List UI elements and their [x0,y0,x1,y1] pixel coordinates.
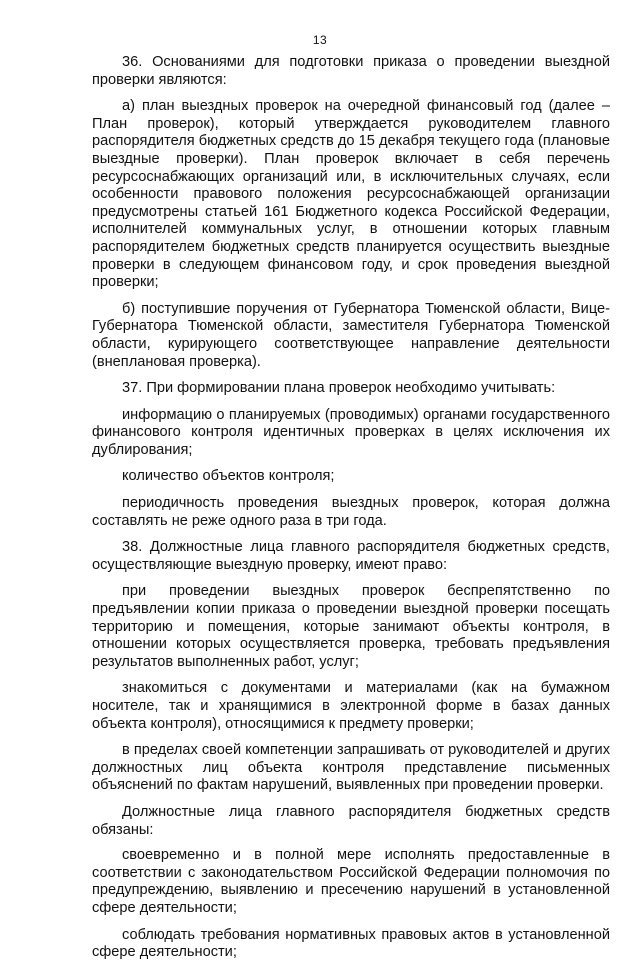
paragraph-37-item-3: периодичность проведения выездных проверок, которая должна составлять не реже одного раза в три года. [92,495,610,529]
paragraph-37-item-2: количество объектов контроля; [122,468,335,485]
paragraph-37: 37. При формировании плана проверок необходимо учитывать: [122,380,556,397]
paragraph-38-right-2: знакомиться с документами и материалами (как на бумажном носителе, так и хранящимися в электронной форме в базах данных объекта контроля), относящимися к предмету проверки; [92,680,610,732]
paragraph-obligation-1: своевременно и в полной мере исполнять предоставленные в соответствии с законодательством Российской Федерации полномочия по предупреждению, выявлению и пресечению нарушений в установленной сфере деятельности; [92,847,610,916]
paragraph-obligations-heading: Должностные лица главного распорядителя бюджетных средств обязаны: [92,803,610,838]
paragraph-38-right-1: при проведении выездных проверок беспрепятственно по предъявлении копии приказа о проведении выездной проверки посещать территорию и помещения, которые занимают объекты контроля, в отношении которых осуществляется проверка, требовать предъявления результатов выполненных работ, услуг; [92,583,610,670]
paragraph-36: 36. Основаниями для подготовки приказа о проведении выездной проверки являются: [92,54,610,88]
paragraph-obligation-2: соблюдать требования нормативных правовых актов в установленной сфере деятельности; [92,926,610,961]
paragraph-36-a: а) план выездных проверок на очередной финансовый год (далее – План проверок), который утверждается руководителем главного распорядителя бюджетных средств до 15 декабря текущего года (плановые выездные проверки). План проверок включает в себя перечень ресурсоснабжающих организаций или, в исключительных случаях, если особенности правового положения ресурсоснабжающей организации предусмотрены статьей 161 Бюджетного кодекса Российской Федерации, исполнителей коммунальных услуг, в отношении которых главным распорядителем бюджетных средств планируется осуществить выездные проверки в следующем финансовом году, и срок проведения выездной проверки; [92,98,610,291]
paragraph-38-right-3: в пределах своей компетенции запрашивать от руководителей и других должностных лиц объекта контроля представление письменных объяснений по фактам нарушений, выявленных при проведении проверки. [92,742,610,794]
document-body [92,54,610,971]
paragraph-36-b: б) поступившие поручения от Губернатора Тюменской области, Вице-Губернатора Тюменской области, заместителя Губернатора Тюменской области, курирующего соответствующее направление деятельности (внеплановая проверка). [92,300,610,370]
paragraph-38: 38. Должностные лица главного распорядителя бюджетных средств, осуществляющие выездную проверку, имеют право: [92,539,610,573]
paragraph-37-item-1: информацию о планируемых (проводимых) органами государственного финансового контроля идентичных проверках в целях исключения их дублирования; [92,406,610,458]
page-number: 13 [312,33,328,47]
